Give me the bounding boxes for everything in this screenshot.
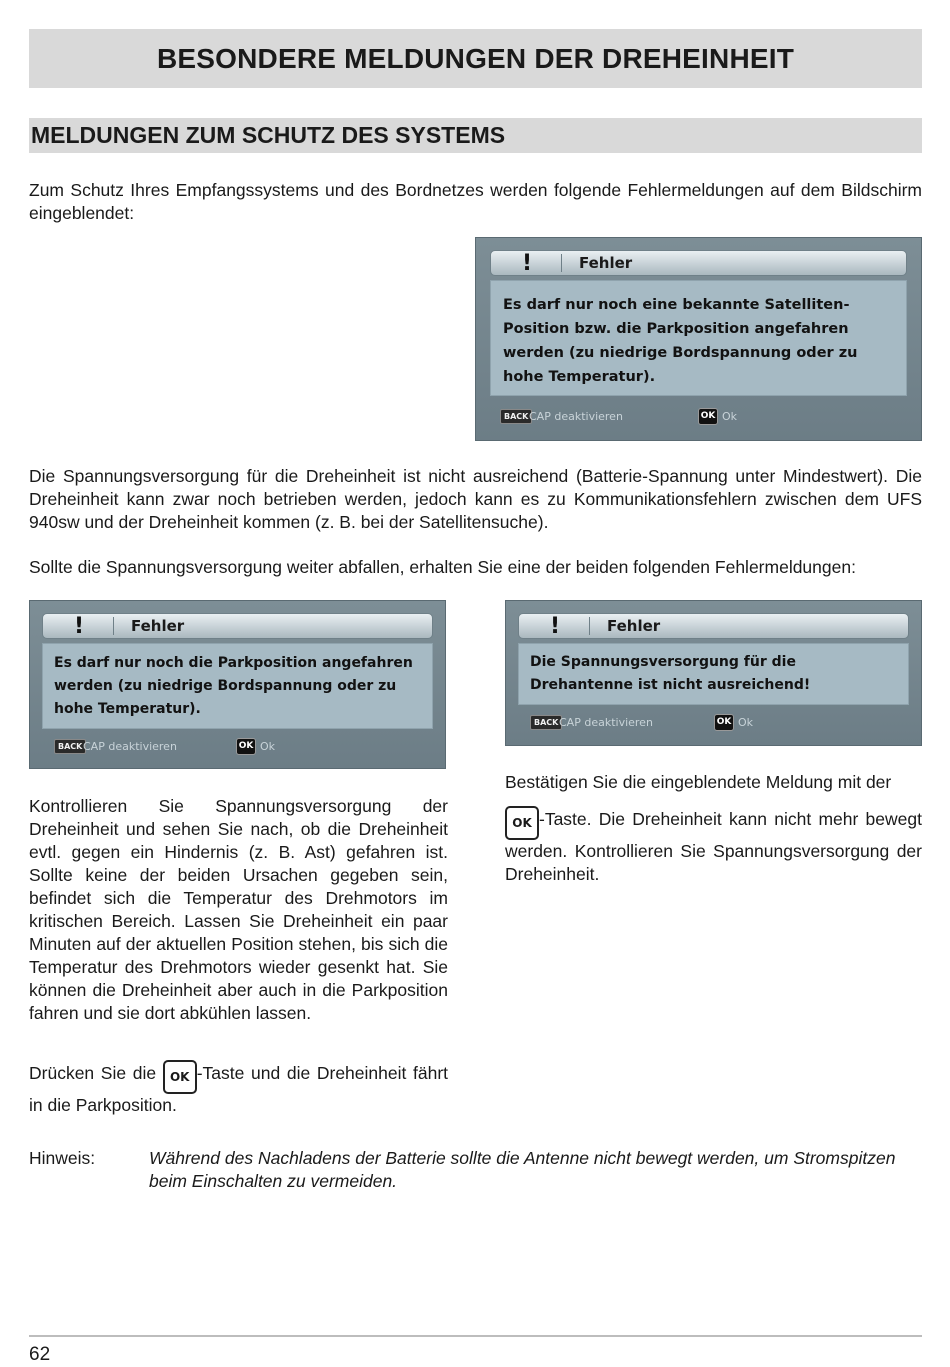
ok-key-icon: OK — [505, 806, 539, 840]
warning-icon: ! — [549, 613, 561, 639]
back-key-icon: BACK — [500, 409, 532, 424]
back-key-icon: BACK — [530, 715, 562, 730]
header-divider — [561, 254, 562, 272]
header-divider — [113, 617, 114, 635]
dialog-header — [518, 613, 909, 639]
confirm-text-after: -Taste. Die Dreheinheit kann nicht mehr bewegt werden. Kontrollieren Sie Spannungsversorgung der Dreheinheit. — [505, 809, 922, 884]
voltage-drop-paragraph: Sollte die Spannungsversorgung weiter abfallen, erhalten Sie eine der beiden folgenden Fehlermeldungen: — [29, 557, 856, 577]
error-dialog-screenshot-3 — [505, 600, 922, 746]
dialog-footer — [500, 408, 907, 426]
dialog-header — [490, 250, 907, 276]
dialog-message: Es darf nur noch eine bekannte Satelliten-Position bzw. die Parkposition angefahren werden (zu niedrige Bordspannung oder zu hohe Temperatur). — [490, 280, 907, 396]
check-paragraph: Kontrollieren Sie Spannungsversorgung der Dreheinheit und sehen Sie nach, ob die Dreheinheit evtl. gegen ein Hindernis (z. B. Ast) gefahren ist. Sollte keine der beiden Ursachen gegeben sein, befindet sich die Temperatur des Drehmotors im kritischen Bereich. Lassen Sie Dreheinheit ein paar Minuten auf der aktuellen Position stehen, bis sich die Temperatur des Drehmotors wieder gesenkt hat. Sie können die Dreheinheit aber auch in die Parkposition fahren und sie dort abkühlen lassen. — [29, 796, 448, 1023]
back-key-label: CAP deaktivieren — [83, 740, 177, 753]
back-key-label: CAP deaktivieren — [559, 716, 653, 729]
dialog-header — [42, 613, 433, 639]
hint-text: Während des Nachladens der Batterie sollte die Antenne nicht bewegt werden, um Stromspitzen beim Einschalten zu vermeiden. — [149, 1148, 896, 1191]
confirm-paragraph — [505, 806, 922, 886]
header-divider — [589, 617, 590, 635]
intro-paragraph: Zum Schutz Ihres Empfangssystems und des Bordnetzes werden folgende Fehlermeldungen auf dem Bildschirm eingeblendet: — [29, 180, 922, 223]
chapter-title: BESONDERE MELDUNGEN DER DREHEINHEIT — [156, 42, 795, 74]
chapter-title-bar — [29, 29, 922, 88]
ok-key-label: Ok — [260, 740, 276, 753]
warning-icon: ! — [521, 250, 533, 276]
hint-label: Hinweis: — [29, 1148, 96, 1168]
section-title: MELDUNGEN ZUM SCHUTZ DES SYSTEMS — [31, 122, 506, 148]
error-dialog-screenshot-1 — [475, 237, 922, 441]
dialog-footer — [530, 714, 907, 732]
confirm-line: Bestätigen Sie die eingeblendete Meldung mit der — [505, 772, 892, 792]
dialog-message: Die Spannungsversorgung für die Drehantenne ist nicht ausreichend! — [518, 643, 909, 705]
error-dialog-screenshot-2 — [29, 600, 446, 769]
section-title-bar — [29, 118, 922, 153]
page-number: 62 — [29, 1344, 51, 1365]
dialog-title: Fehler — [579, 254, 633, 272]
ok-key-icon: OK — [236, 738, 256, 755]
warning-icon: ! — [73, 613, 85, 639]
voltage-paragraph: Die Spannungsversorgung für die Dreheinheit ist nicht ausreichend (Batterie-Spannung unter Mindestwert). Die Dreheinheit kann zwar noch betrieben werden, jedoch kann es zu Kommunikationsfehlern zwischen dem UFS 940sw und der Dreheinheit kommen (z. B. bei der Satellitensuche). — [29, 466, 922, 532]
ok-key-label: Ok — [738, 716, 754, 729]
back-key-icon: BACK — [54, 739, 86, 754]
dialog-footer — [54, 738, 431, 756]
dialog-message: Es darf nur noch die Parkposition angefahren werden (zu niedrige Bordspannung oder zu hohe Temperatur). — [42, 643, 433, 729]
back-key-label: CAP deaktivieren — [529, 410, 623, 423]
ok-key-label: Ok — [722, 410, 738, 423]
press-ok-paragraph — [29, 1060, 448, 1117]
press-text-after: -Taste und die Dreheinheit fährt in die Parkposition. — [29, 1063, 449, 1115]
ok-key-icon: OK — [698, 408, 718, 425]
press-text-before: Drücken Sie die — [29, 1063, 163, 1083]
ok-key-icon: OK — [714, 714, 734, 731]
dialog-title: Fehler — [131, 617, 185, 635]
ok-key-icon: OK — [163, 1060, 197, 1094]
dialog-title: Fehler — [607, 617, 661, 635]
footer-divider — [29, 1335, 922, 1337]
